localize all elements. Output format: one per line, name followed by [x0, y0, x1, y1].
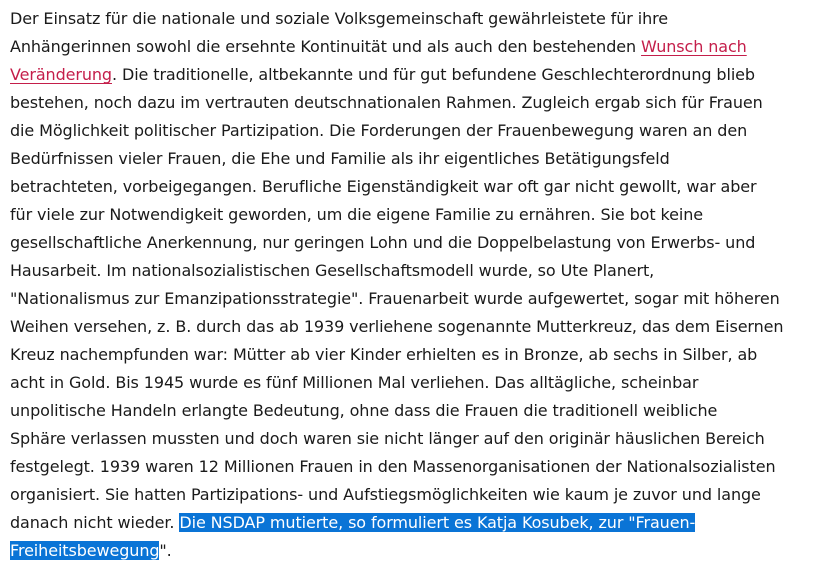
- text-line: [10, 397, 810, 425]
- text-line: [10, 5, 810, 33]
- text-line: [10, 453, 810, 481]
- text-line: [10, 285, 810, 313]
- text-segment: "Nationalismus zur Emanzipationsstrategie". Frauenarbeit wurde aufgewertet, sogar mit höheren: [10, 289, 780, 308]
- article-body: [10, 5, 810, 565]
- text-line: [10, 369, 810, 397]
- text-segment: ".: [159, 541, 172, 560]
- text-segment: Der Einsatz für die nationale und soziale Volksgemeinschaft gewährleistete für ihre: [10, 9, 668, 28]
- text-line: [10, 481, 810, 509]
- text-segment: unpolitische Handeln erlangte Bedeutung, ohne dass die Frauen die traditionell weibliche: [10, 401, 718, 420]
- text-segment: acht in Gold. Bis 1945 wurde es fünf Millionen Mal verliehen. Das alltägliche, scheinbar: [10, 373, 699, 392]
- text-segment: Weihen versehen, z. B. durch das ab 1939 verliehene sogenannte Mutterkreuz, das dem Eisernen: [10, 317, 784, 336]
- text-segment: für viele zur Notwendigkeit geworden, um die eigene Familie zu ernähren. Sie bot keine: [10, 205, 703, 224]
- text-segment: Bedürfnissen vieler Frauen, die Ehe und Familie als ihr eigentliches Betätigungsfeld: [10, 149, 670, 168]
- selected-text-cont[interactable]: Freiheitsbewegung: [10, 541, 160, 560]
- text-line: [10, 537, 810, 565]
- text-segment: danach nicht wieder.: [10, 513, 180, 532]
- text-line: [10, 173, 810, 201]
- text-segment: betrachteten, vorbeigegangen. Berufliche Eigenständigkeit war oft gar nicht gewollt, war aber: [10, 177, 757, 196]
- text-segment: . Die traditionelle, altbekannte und für gut befundene Geschlechterordnung blieb: [112, 65, 755, 84]
- text-line: [10, 145, 810, 173]
- text-line: [10, 89, 810, 117]
- text-line: [10, 341, 810, 369]
- text-segment: Kreuz nachempfunden war: Mütter ab vier Kinder erhielten es in Bronze, ab sechs in Silber, ab: [10, 345, 758, 364]
- text-segment: bestehen, noch dazu im vertrauten deutschnationalen Rahmen. Zugleich ergab sich für Frauen: [10, 93, 763, 112]
- text-line: [10, 313, 810, 341]
- text-segment: Hausarbeit. Im nationalsozialistischen Gesellschaftsmodell wurde, so Ute Planert,: [10, 261, 655, 280]
- text-line: [10, 257, 810, 285]
- text-segment: Anhängerinnen sowohl die ersehnte Kontinuität und als auch den bestehenden: [10, 37, 642, 56]
- text-segment: die Möglichkeit politischer Partizipation. Die Forderungen der Frauenbewegung waren an den: [10, 121, 748, 140]
- text-line: [10, 33, 810, 61]
- text-line: [10, 61, 810, 89]
- text-line: [10, 117, 810, 145]
- text-line: [10, 509, 810, 537]
- link-wunsch-nach-veraenderung[interactable]: Wunsch nach: [641, 37, 747, 56]
- link-wunsch-nach-veraenderung-cont[interactable]: Veränderung: [10, 65, 112, 84]
- text-segment: festgelegt. 1939 waren 12 Millionen Frauen in den Massenorganisationen der Nationalsozialisten: [10, 457, 776, 476]
- text-segment: Sphäre verlassen mussten und doch waren sie nicht länger auf den originär häuslichen Bereich: [10, 429, 765, 448]
- text-segment: gesellschaftliche Anerkennung, nur geringen Lohn und die Doppelbelastung von Erwerbs- und: [10, 233, 756, 252]
- text-line: [10, 425, 810, 453]
- text-line: [10, 229, 810, 257]
- selected-text[interactable]: Die NSDAP mutierte, so formuliert es Katja Kosubek, zur "Frauen-: [179, 513, 696, 532]
- text-line: [10, 201, 810, 229]
- text-segment: organisiert. Sie hatten Partizipations- und Aufstiegsmöglichkeiten wie kaum je zuvor und lange: [10, 485, 761, 504]
